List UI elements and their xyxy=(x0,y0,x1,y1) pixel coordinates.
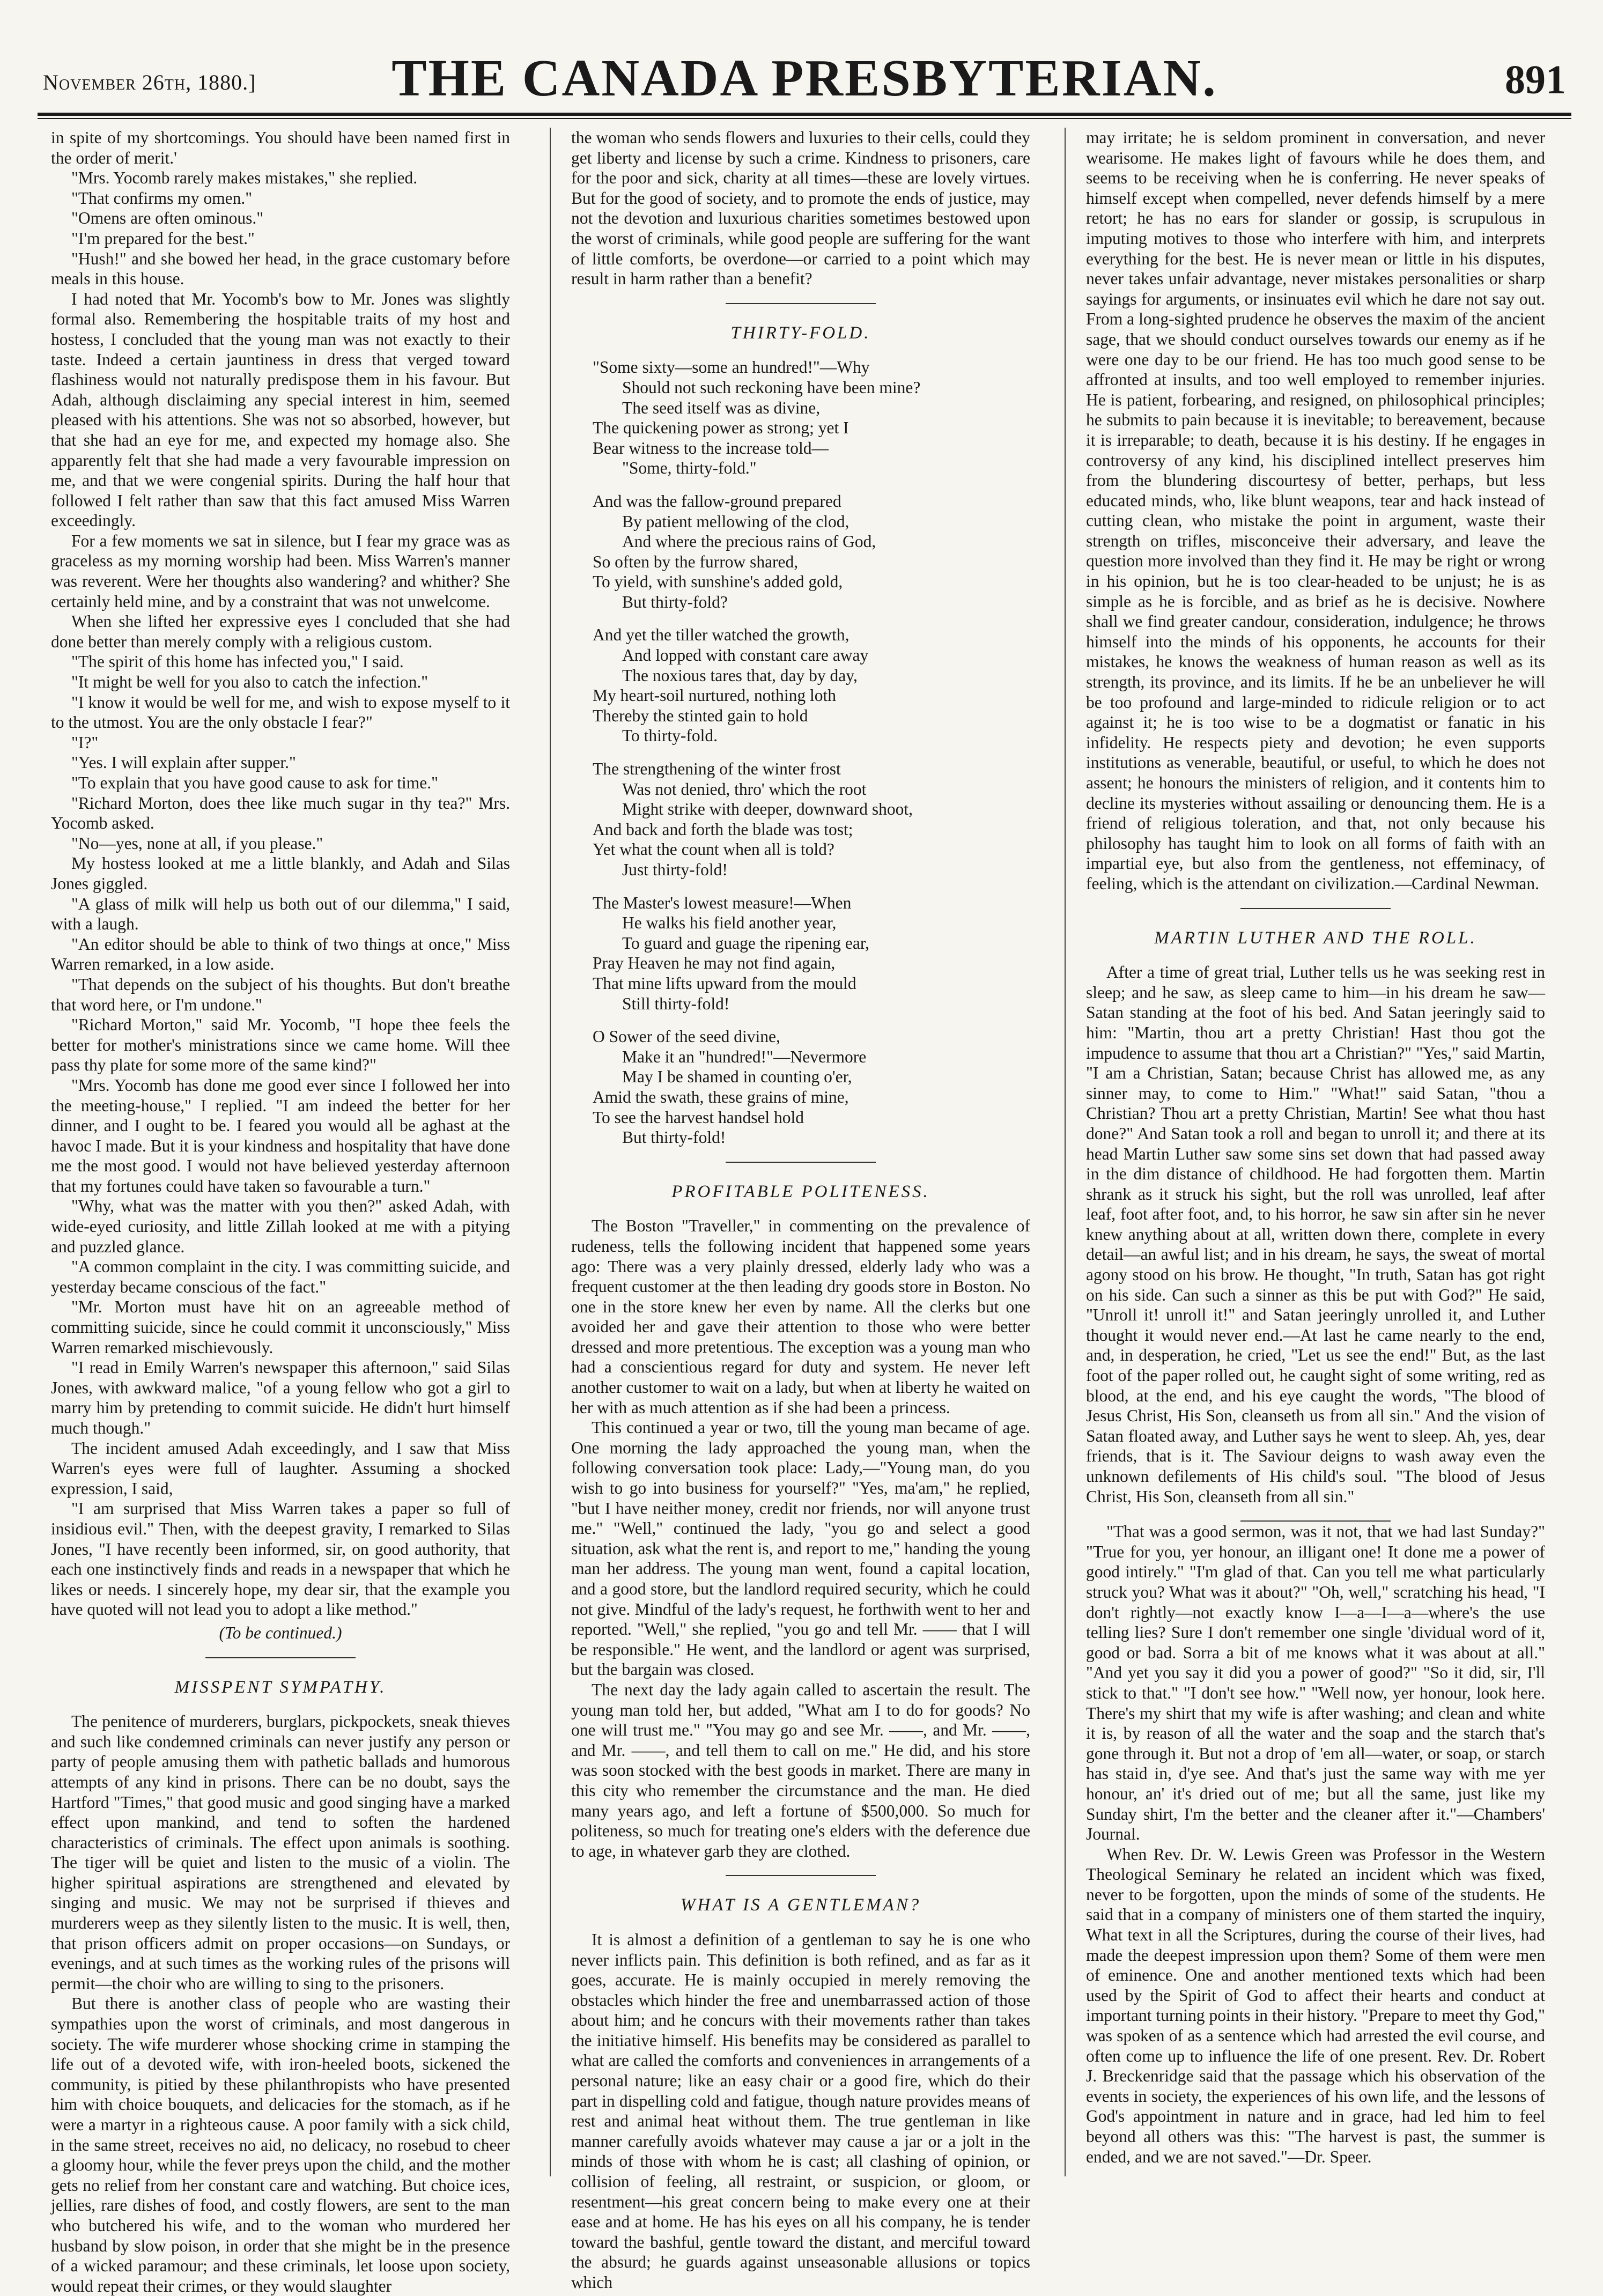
paragraph: "I read in Emily Warren's newspaper this afternoon," said Silas Jones, with awkward malice, "of a young fellow who got a girl to marry him by pretending to commit suicide. He didn't hurt himself much though." xyxy=(51,1358,510,1437)
page-number: 891 xyxy=(1505,57,1566,102)
poem-line: And yet the tiller watched the growth, xyxy=(593,625,849,645)
poem-stanza xyxy=(593,759,1030,880)
to-be-continued: (To be continued.) xyxy=(219,1623,342,1642)
paragraph: "An editor should be able to think of two things at once," Miss Warren remarked, in a low aside. xyxy=(51,934,510,974)
paragraph: It is almost a definition of a gentleman to say he is one who never inflicts pain. This definition is both refined, and as far as it goes, accurate. He is mainly occupied in merely removing the obstacles which hinder the free and unembarrassed action of those about him; and he concurs with their movements rather than takes the initiative himself. His benefits may be considered as parallel to what are called the comforts and conveniences in arrangements of a personal nature; like an easy chair or a good fire, which do their part in dispelling cold and fatigue, though nature provides means of rest and animal heat without them. The true gentleman in like manner carefully avoids whatever may cause a jar or a jolt in the minds of those with whom he is cast; all clashing of opinion, or collision of feeling, all restraint, or suspicion, or gloom, or resentment—his great concern being to make every one at their ease and at home. He has his eyes on all his company, he is tender toward the bashful, gentle toward the distant, and merciful toward the absurd; he guards against unseasonable allusions or topics which xyxy=(571,1930,1030,2292)
poem-line: Bear witness to the increase told— xyxy=(593,438,829,457)
paragraph: "A glass of milk will help us both out of our dilemma," I said, with a laugh. xyxy=(51,894,510,934)
poem-thirty-fold xyxy=(593,357,1030,1147)
paragraph: "I know it would be well for me, and wish to expose myself to it to the utmost. You are the only obstacle I fear?" xyxy=(51,692,510,732)
paragraph: For a few moments we sat in silence, but I fear my grace was as graceless as my morning worship had been. Miss Warren's manner was reverent. Were her thoughts also wandering? and whither? She certainly held mine, and by a constraint that was not unwelcome. xyxy=(51,531,510,611)
article-body-good-sermon xyxy=(1086,1522,1545,2167)
poem-line: To see the harvest handsel hold xyxy=(593,1108,804,1127)
paragraph: "I?" xyxy=(71,733,99,752)
poem-line: And back and forth the blade was tost; xyxy=(593,820,853,839)
paragraph: "A common complaint in the city. I was committing suicide, and yesterday became conscious of the fact." xyxy=(51,1257,510,1296)
article-body-what-is-a-gentleman xyxy=(571,1930,1030,2293)
poem-line: Should not such reckoning have been mine? xyxy=(622,378,921,397)
poem-line: "Some, thirty-fold." xyxy=(622,459,757,478)
poem-heading-thirty-fold: THIRTY-FOLD. xyxy=(730,323,871,343)
column-divider xyxy=(1065,128,1066,2176)
poem-stanza xyxy=(593,1027,1030,1148)
poem-line: And was the fallow-ground prepared xyxy=(593,491,841,511)
paragraph: The penitence of murderers, burglars, pickpockets, sneak thieves and such like condemned criminals can never justify any person or party of people amusing them with pathetic ballads and humorous attempts of any kind in prisons. There can be no doubt, says the Hartford "Times," that good music and good singing have a marked effect upon mankind, and tend to soften the hardened characteristics of criminals. The effect upon animals is soothing. The tiger will be quiet and listen to the music of a violin. The higher spiritual aspirations are strengthened and elevated by singing and music. We may not be surprised if thieves and murderers weep as they silently listen to the music. It is well, then, that prison officers admit on proper occasions—on Sundays, or evenings, and at such times as the working rules of the prisons will permit—the choir who are willing to sing to the prisoners. xyxy=(51,1712,510,1993)
poem-line: So often by the furrow shared, xyxy=(593,552,799,571)
paragraph: "Why, what was the matter with you then?" asked Adah, with wide-eyed curiosity, and little Zillah looked at me with a pitying and puzzled glance. xyxy=(51,1197,510,1256)
poem-line: Might strike with deeper, downward shoot, xyxy=(622,800,913,819)
paragraph: "I am surprised that Miss Warren takes a paper so full of insidious evil." Then, with the deepest gravity, I remarked to Silas Jones, "I have recently been informed, sir, on good authority, that each one instinctively finds and reads in a newspaper that which he likes or needs. I sincerely hope, my dear sir, that the example you have quoted will not lead you to adopt a like method." xyxy=(51,1499,510,1619)
paragraph: When Rev. Dr. W. Lewis Green was Professor in the Western Theological Seminary he related an incident which was fixed, never to be forgotten, upon the minds of some of the students. He said that in a company of ministers one of them started the inquiry, What text in all the Scriptures, during the course of their lives, had made the deepest impression upon them? Some of them were men of eminence. One and another mentioned texts which had been used by the Spirit of God to affect their hearts and conduct at important turning points in their history. "Prepare to meet thy God," was spoken of as a sentence which had arrested the evil course, and often come up to influence the life of one present. Rev. Dr. Robert J. Breckenridge said that the passage which his observation of the events in society, the experiences of his own life, and the lessons of God's appointment in nature and in grace, had led him to feel beyond all others was this: "The harvest is past, the summer is ended, and we are not saved."—Dr. Speer. xyxy=(1086,1844,1545,2166)
paragraph: "Mrs. Yocomb rarely makes mistakes," she replied. xyxy=(71,168,418,188)
poem-line: "Some sixty—some an hundred!"—Why xyxy=(593,358,870,377)
poem-line: And lopped with constant care away xyxy=(622,646,869,665)
paragraph: The incident amused Adah exceedingly, and I saw that Miss Warren's eyes were full of laughter. Assuming a shocked expression, I said, xyxy=(51,1438,510,1498)
article-body-continued xyxy=(571,128,1030,289)
poem-line: Pray Heaven he may not find again, xyxy=(593,954,836,973)
paragraph: "The spirit of this home has infected you," I said. xyxy=(71,652,404,671)
paragraph: "Mr. Morton must have hit on an agreeable method of committing suicide, since he could commit it unconsciously," Miss Warren remarked mischievously. xyxy=(51,1297,510,1357)
newspaper-title: THE CANADA PRESBYTERIAN. xyxy=(391,49,1217,107)
article-body-misspent-sympathy xyxy=(51,1711,510,2296)
paragraph: may irritate; he is seldom prominent in conversation, and never wearisome. He makes light of favours while he does them, and seems to be receiving when he is conferring. He never speaks of himself except when compelled, never defends himself by a mere retort; he has no ears for slander or gossip, is scrupulous in imputing motives to those who interfere with him, and interprets everything for the best. He is never mean or little in his disputes, never takes unfair advantage, never mistakes personalities or sharp sayings for arguments, or insinuates evil which he dare not say out. From a long-sighted prudence he observes the maxim of the ancient sage, that we should conduct ourselves towards our enemy as if he were one day to be our friend. He has too much good sense to be affronted at insults, and too well employed to remember injuries. He is patient, forbearing, and resigned, on philosophical principles; he submits to pain because it is inevitable; to bereavement, because it is irreparable; to death, because it is his destiny. If he engages in controversy of any kind, his disciplined intellect preserves him from the blundering discourtesy of better, perhaps, but less educated minds, who, like blunt weapons, tear and hack instead of cutting clean, who mistake the point in argument, waste their strength on trifles, misconceive their adversary, and leave the question more involved than they find it. He may be right or wrong in his opinion, but he is too clear-headed to be unjust; he is as simple as he is forcible, and as brief as he is decisive. Nowhere shall we find greater candour, consideration, indulgence; he throws himself into the minds of his opponents, he accounts for their mistakes, he knows the weakness of human reason as well as its strength, its province, and its limits. If he be an unbeliever he will be too profound and large-minded to ridicule religion or to act against it; he is too wise to be a dogmatist or fanatic in his infidelity. He respects piety and devotion; he even supports institutions as venerable, beautiful, or useful, to which he does not assent; he honours the ministers of religion, and it contents him to decline its mysteries without assailing or denouncing them. He is a friend of religious toleration, and that, not only because his philosophy has taught him to look on all forms of faith with an impartial eye, but also from the gentleness, not effeminacy, of feeling, which is the attendant on civilization.—Cardinal Newman. xyxy=(1086,128,1545,893)
paragraph: "To explain that you have good cause to ask for time." xyxy=(71,773,438,792)
poem-stanza xyxy=(593,625,1030,746)
issue-date: November 26th, 1880.] xyxy=(43,70,256,94)
column-2 xyxy=(571,128,1030,2292)
column-1 xyxy=(51,128,511,2295)
poem-line: And where the precious rains of God, xyxy=(622,532,876,551)
paragraph: I had noted that Mr. Yocomb's bow to Mr. Jones was slightly formal also. Remembering the hospitable traits of my host and hostess, I concluded that the young man was not exactly to their taste. Indeed a certain jauntiness in dress that verged toward flashiness would not naturally predispose them in his favour. But Adah, although disclaiming any special interest in him, seemed pleased with his attentions. She was not so absorbed, however, but that she had an eye for me, and expected my homage also. She apparently felt that she had made a very favourable impression on me, and that we were congenial spirits. During the half hour that followed I felt rather than saw that this fact amused Miss Warren exceedingly. xyxy=(51,289,510,530)
paragraph: After a time of great trial, Luther tells us he was seeking rest in sleep; and he saw, as sleep came to him—in his dream he saw—Satan standing at the foot of his bed. And Satan jeeringly said to him: "Martin, thou art a pretty Christian! Hast thou got the impudence to assume that thou art a Christian?" "Yes," said Martin, "I am a Christian, Satan; because Christ has allowed me, as any sinner may, to come to Him." "What!" said Satan, "thou a Christian? Thou art a pretty Christian, Martin! See what thou hast done?" And Satan took a roll and began to unroll it; and there at its head Martin Luther saw some sins set down that had passed away in the dim distance of childhood. He had forgotten them. Martin shrank as it struck his sight, but the roll was unrolled, leaf after leaf, foot after foot, and, to his horror, he saw sin after sin he never knew anything about at all, written down there, complete in every detail—an awful list; and in his dream, he says, the sweat of mortal agony stood on his brow. He thought, "In truth, Satan has got right on his side. Can such a sinner as this be put with God?" He said, "Unroll it! unroll it!" and Satan jeeringly unrolled it, and Luther thought it would never end.—At last he came nearly to the end, and, in desperation, he cried, "Let us see the end!" But, as the last foot of the paper rolled out, he caught sight of some writing, red as blood, at the end, and his eye caught the words, "The blood of Jesus Christ, His Son, cleanseth us from all sin." And the vision of Satan floated away, and Luther says he went to sleep. Ah, yes, dear friends, that is it. The Saviour deigns to wash away even the unknown defilements of His child's soul. "The blood of Jesus Christ, His Son, cleanseth from all sin." xyxy=(1086,963,1545,1506)
paragraph: "That was a good sermon, was it not, that we had last Sunday?" "True for you, yer honour, an illigant one! It done me a power of good intirely." "I'm glad of that. Can you tell me what particularly struck you? What was it about?" "Oh, well," scratching his head, "I don't rightly—not exactly know I—a—I—a—where's the use telling lies? Sure I don't remember one single 'dividual word of it, good or bad. Sorra a bit of me knows what it was about at all." "And yet you say it did you a power of good?" "So it did, sir, I'll stick to that." "I don't see how." "Well now, yer honour, look here. There's my shirt that my wife is after washing; and clean and white it is, by reason of all the water and the soap and the starch that's gone through it. But not a drop of 'em all—water, or soap, or starch has staid in, d'ye see. And that's just the same way with me yer honour, an' it's dried out of me; but all the same, just like my Sunday shirt, I'm the better and the cleaner after it."—Chambers' Journal. xyxy=(1086,1522,1545,1844)
article-heading-misspent-sympathy: MISSPENT SYMPATHY. xyxy=(174,1677,387,1697)
poem-line: May I be shamed in counting o'er, xyxy=(622,1067,852,1087)
poem-line: The noxious tares that, day by day, xyxy=(622,666,858,685)
paragraph: "It might be well for you also to catch the infection." xyxy=(71,673,429,692)
section-rule xyxy=(205,1657,356,1658)
poem-stanza xyxy=(593,357,1030,478)
poem-line: Yet what the count when all is told? xyxy=(593,840,834,859)
poem-line: By patient mellowing of the clod, xyxy=(622,512,849,531)
paragraph: "Omens are often ominous." xyxy=(71,209,264,228)
article-body-martin-luther xyxy=(1086,962,1545,1507)
poem-line: The strengthening of the winter frost xyxy=(593,759,841,779)
poem-line: Still thirty-fold! xyxy=(622,994,730,1013)
poem-line: The Master's lowest measure!—When xyxy=(593,893,852,912)
poem-line: Make it an "hundred!"—Nevermore xyxy=(622,1047,867,1066)
poem-line: To guard and guage the ripening ear, xyxy=(622,933,869,953)
section-rule xyxy=(726,303,876,304)
poem-line: My heart-soil nurtured, nothing loth xyxy=(593,686,837,705)
paragraph: the woman who sends flowers and luxuries to their cells, could they get liberty and license by such a crime. Kindness to prisoners, care for the poor and sick, charity at all times—these are lovely virtues. But for the good of society, and to promote the ends of justice, may not the devotion and luxurious charities sometimes bestowed upon the worst of criminals, while good people are suffering for the want of little comforts, be overdone—or carried to a point which may result in harm rather than a benefit? xyxy=(571,128,1030,289)
masthead-rule-thin xyxy=(38,118,1571,119)
poem-line: The seed itself was as divine, xyxy=(622,398,821,417)
paragraph: "I'm prepared for the best." xyxy=(71,228,255,248)
paragraph: This continued a year or two, till the young man became of age. One morning the lady approached the young man, when the following conversation took place: Lady,—"Young man, do you wish to go into business for yourself?" "Yes, ma'am," he replied, "but I have neither money, credit nor friends, nor will anyone trust me." "Well," continued the lady, "you go and select a good situation, ask what the rent is, and report to me," handing the young man her address. The young man went, found a capital location, and a good store, but the landlord required security, which he could not give. Mindful of the lady's request, he forthwith went to her and reported. "Well," she replied, "you go and tell Mr. —— that I will be responsible." He went, and the landlord or agent was surprised, but the bargain was closed. xyxy=(571,1418,1030,1679)
section-rule xyxy=(726,1162,876,1163)
poem-line: But thirty-fold! xyxy=(622,1128,726,1147)
paragraph: "No—yes, none at all, if you please." xyxy=(71,833,323,853)
poem-line: But thirty-fold? xyxy=(622,592,728,611)
poem-stanza xyxy=(593,491,1030,612)
paragraph: "That depends on the subject of his thoughts. But don't breathe that word here, or I'm undone." xyxy=(51,974,510,1014)
paragraph: "That confirms my omen." xyxy=(71,188,253,208)
article-body-profitable-politeness xyxy=(571,1216,1030,1861)
paragraph: "Richard Morton," said Mr. Yocomb, "I hope thee feels the better for mother's ministrations since we came home. Will thee pass thy plate for some more of the same kind?" xyxy=(51,1015,510,1075)
paragraph: The next day the lady again called to ascertain the result. The young man told her, but added, "What am I to do for goods? No one will trust me." "You may go and see Mr. ——, and Mr. ——, and Mr. ——, and tell them to call on me." He did, and his store was soon stocked with the best goods in market. There are many in this city who remember the circumstance and the man. He died many years ago, and left a fortune of $500,000. So much for politeness, so much for treating one's elders with the deference due to age, in whatever garb they are clothed. xyxy=(571,1680,1030,1861)
paragraph: When she lifted her expressive eyes I concluded that she had done better than merely comply with a religious custom. xyxy=(51,612,510,651)
poem-line: To yield, with sunshine's added gold, xyxy=(593,572,843,592)
article-body-gentleman-continued xyxy=(1086,128,1545,894)
masthead xyxy=(38,36,1571,112)
article-heading-what-is-a-gentleman: WHAT IS A GENTLEMAN? xyxy=(680,1895,921,1915)
poem-line: The quickening power as strong; yet I xyxy=(593,418,849,438)
article-heading-martin-luther: MARTIN LUTHER AND THE ROLL. xyxy=(1154,928,1477,948)
poem-line: Amid the swath, these grains of mine, xyxy=(593,1087,849,1106)
paragraph: "Mrs. Yocomb has done me good ever since I followed her into the meeting-house," I replied. "I am indeed the better for her dinner, and I ought to be. I feared you would all be aghast at the havoc I made. But it is your kindness and hospitality that have done me the most good. I would not have believed yesterday afternoon that my fortunes could have taken so favourable a turn." xyxy=(51,1075,510,1195)
poem-stanza xyxy=(593,893,1030,1014)
column-divider xyxy=(550,128,551,2176)
paragraph: "Hush!" and she bowed her head, in the grace customary before meals in this house. xyxy=(51,249,510,289)
poem-line: To thirty-fold. xyxy=(622,726,718,745)
poem-line: Thereby the stinted gain to hold xyxy=(593,706,808,725)
poem-line: Just thirty-fold! xyxy=(622,860,728,879)
paragraph: The Boston "Traveller," in commenting on the prevalence of rudeness, tells the following incident that happened some years ago: There was a very plainly dressed, elderly lady who was a frequent customer at the then leading dry goods store in Boston. No one in the store knew her even by name. All the clerks but one avoided her and gave their attention to those who were better dressed and more pretentious. The exception was a young man who had a conscientious regard for duty and system. He never left another customer to wait on a lady, but when at liberty he waited on her with as much attention as if she had been a princess. xyxy=(571,1216,1030,1417)
poem-line: O Sower of the seed divine, xyxy=(593,1027,780,1046)
story-continuation xyxy=(51,128,510,1620)
masthead-rule xyxy=(38,113,1571,116)
paragraph: "Yes. I will explain after supper." xyxy=(71,753,296,772)
paragraph: "Richard Morton, does thee like much sugar in thy tea?" Mrs. Yocomb asked. xyxy=(51,793,510,833)
paragraph: My hostess looked at me a little blankly, and Adah and Silas Jones giggled. xyxy=(51,854,510,893)
section-rule xyxy=(726,1875,876,1876)
article-heading-profitable-politeness: PROFITABLE POLITENESS. xyxy=(671,1182,930,1201)
poem-line: Was not denied, thro' which the root xyxy=(622,779,867,799)
paragraph: But there is another class of people who are wasting their sympathies upon the worst of criminals, and most dangerous in society. The wife murderer whose shocking crime in stamping the life out of a devoted wife, with iron-heeled boots, sickened the community, is pitied by these philanthropists who have presented him with choice bouquets, and delicacies for the stomach, as if he were a martyr in a righteous cause. A poor family with a sick child, in the same street, receives no aid, no delicacy, no rosebud to cheer a gloomy hour, while the fever preys upon the child, and the mother gets no relief from her constant care and watching. But choice ices, jellies, rare dishes of food, and costly flowers, are sent to the man who butchered his wife, and to the woman who murdered her husband by slow poison, in order that she might be in the presence of a wicked paramour; and these criminals, let loose upon society, would repeat their crimes, or they would slaughter xyxy=(51,1994,511,2295)
column-3 xyxy=(1086,128,1545,2176)
poem-line: That mine lifts upward from the mould xyxy=(593,973,856,993)
poem-line: He walks his field another year, xyxy=(622,913,837,933)
paragraph: in spite of my shortcomings. You should have been named first in the order of merit.' xyxy=(51,128,510,167)
section-rule xyxy=(1240,908,1391,909)
